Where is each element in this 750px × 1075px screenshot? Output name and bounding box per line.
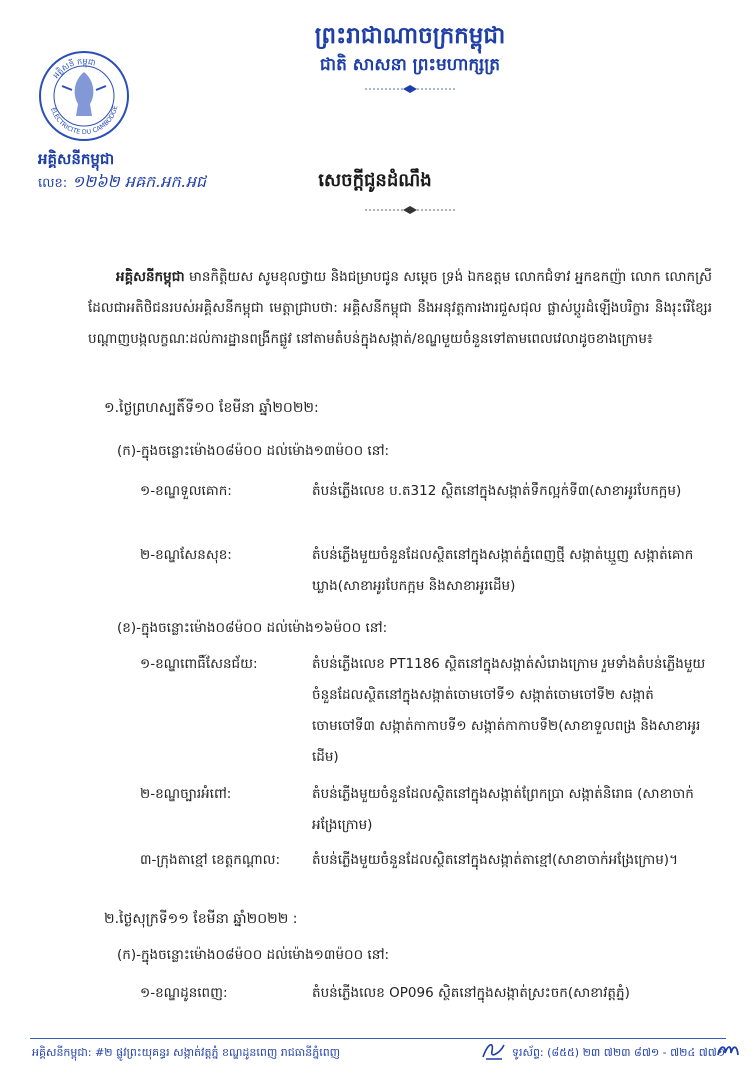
session-heading: (ក)-ក្នុងចន្លោះម៉ោង០៨ម៉០០ ដល់ម៉ោង១៣ម៉០០ នៅ: — [117, 947, 390, 963]
document-title: សេចក្ដីជូនដំណឹង — [318, 170, 432, 191]
session-heading: (ខ)-ក្នុងចន្លោះម៉ោង០៨ម៉០០ ដល់ម៉ោង១៦ម៉០០ នៅ: — [117, 620, 388, 636]
area-detail: តំបន់ភ្លើងលេខ OP096 ស្ថិតនៅក្នុងសង្កាត់ស្រះចក(សាខាវត្តភ្នំ) — [312, 985, 630, 1001]
area-detail: តំបន់ភ្លើងមួយចំនួនដែលស្ថិតនៅក្នុងសង្កាត់ព្រែកប្រា សង្កាត់និរោធ (សាខាចាក់អង្រែក្រោម) — [312, 786, 694, 833]
session-heading: (ក)-ក្នុងចន្លោះម៉ោង០៨ម៉០០ ដល់ម៉ោង១៣ម៉០០ នៅ: — [117, 443, 390, 459]
district-label: ៣-ក្រុងតាខ្មៅ ខេត្តកណ្ដាល: — [140, 852, 281, 868]
svg-text:អគ្គិសនី កម្ពុជា: អគ្គិសនី កម្ពុជា — [51, 56, 97, 81]
district-label: ១-ខណ្ឌពោធិ៍សែនជ័យ: — [140, 656, 258, 672]
intro-paragraph — [88, 262, 712, 355]
area-detail: តំបន់ភ្លើងលេខ PT1186 ស្ថិតនៅក្នុងសង្កាត់សំរោងក្រោម រួមទាំងតំបន់ភ្លើងមួយចំនួនដែលស្ថិតនៅក្នុងសង្កាត់ចោមចៅទី១ សង្កាត់ចោមចៅទី២ សង្កាត់ចោមចៅទី៣ សង្កាត់កាកាបទី១ សង្កាត់កាកាបទី២(សាខាទួលពង្រ និងសាខាអូរដើម) — [312, 656, 706, 765]
kingdom-heading: ព្រះរាជាណាចក្រកម្ពុជា — [314, 22, 506, 49]
organization-name: អគ្គិសនីកម្ពុជា — [38, 150, 115, 168]
district-label: ២-ខណ្ឌសែនសុខ: — [140, 547, 232, 563]
title-divider — [365, 205, 455, 215]
district-label: ១-ខណ្ឌទួលគោក: — [140, 483, 232, 499]
district-label: ២-ខណ្ឌច្បារអំពៅ: — [140, 786, 232, 802]
area-detail: តំបន់ភ្លើងលេខ ប.ត312 ស្ថិតនៅក្នុងសង្កាត់ទឹកល្អក់ទី៣(សាខាអូរបែកក្អម) — [312, 483, 682, 499]
district-label: ១-ខណ្ឌដូនពេញ: — [140, 985, 228, 1001]
signature-mark-icon — [480, 1039, 508, 1063]
reference-label: លេខ: — [38, 176, 68, 191]
footer-rule — [30, 1038, 726, 1039]
national-motto: ជាតិ សាសនា ព្រះមហាក្សត្រ — [319, 55, 501, 75]
footer-phone: ទូរស័ព្ទ: (៨៥៥) ២៣ ៧២៣ ៨៧១ - ៧២៤ ៧៧១ — [512, 1046, 726, 1059]
reference-number: ១២៦២ អឝក.អក.អជ — [72, 172, 207, 191]
footer-address: អគ្គិសនីកម្ពុជា: #២ ផ្លូវព្រះយុគន្ធរ សង្កាត់វត្តភ្នំ ខណ្ឌដូនពេញ រាជធានីភ្នំពេញ — [32, 1046, 341, 1059]
intro-text: មានកិត្តិយស សូមខុលថ្វាយ និងជម្រាបជូន សម្ដេច ទ្រង់ ឯកឧត្តម លោកជំទាវ អ្នកឧកញ៉ា លោក លោកស្រី ដែលជាអតិថិជនរបស់អគ្គិសនីកម្ពុជា មេត្តាជ្រាបថា: អគ្គិសនីកម្ពុជា នឹងអនុវត្តការងារជួសជុល ផ្លាស់ប្ដូរដំឡើងបរិក្ខារ និងរុះរើខ្សែរបណ្ដាញបង្កលក្ខណៈដល់ការដ្ឋានពង្រីកផ្លូវ នៅតាមតំបន់ក្នុងសង្កាត់/ខណ្ឌមួយចំនួនទៅតាមពេលវេលាដូចខាងក្រោម៖ — [88, 269, 712, 347]
ornament-divider — [365, 84, 455, 94]
day-heading: ១.ថ្ងៃព្រហស្បតិ៍ទី១០ ខែមីនា ឆ្នាំ២០២២: — [104, 400, 319, 416]
area-detail: តំបន់ភ្លើងមួយចំនួនដែលស្ថិតនៅក្នុងសង្កាត់តាខ្មៅ(សាខាចាក់អង្រែក្រោម)។ — [312, 852, 678, 868]
area-detail: តំបន់ភ្លើងមួយចំនួនដែលស្ថិតនៅក្នុងសង្កាត់ភ្នំពេញថ្មី សង្កាត់ឃ្មួញ សង្កាត់គោកឃ្លាង(សាខាអូរបែកក្អម និងសាខាអូរដើម) — [312, 547, 694, 594]
company-seal — [38, 50, 130, 142]
intro-org-name: អគ្គិសនីកម្ពុជា — [116, 269, 185, 285]
day-heading: ២.ថ្ងៃសុក្រទី១១ ខែមីនា ឆ្នាំ២០២២ : — [104, 911, 298, 927]
initial-mark-icon — [716, 1039, 742, 1061]
svg-text:ELECTRICITE DU CAMBODGE: ELECTRICITE DU CAMBODGE — [49, 104, 120, 137]
